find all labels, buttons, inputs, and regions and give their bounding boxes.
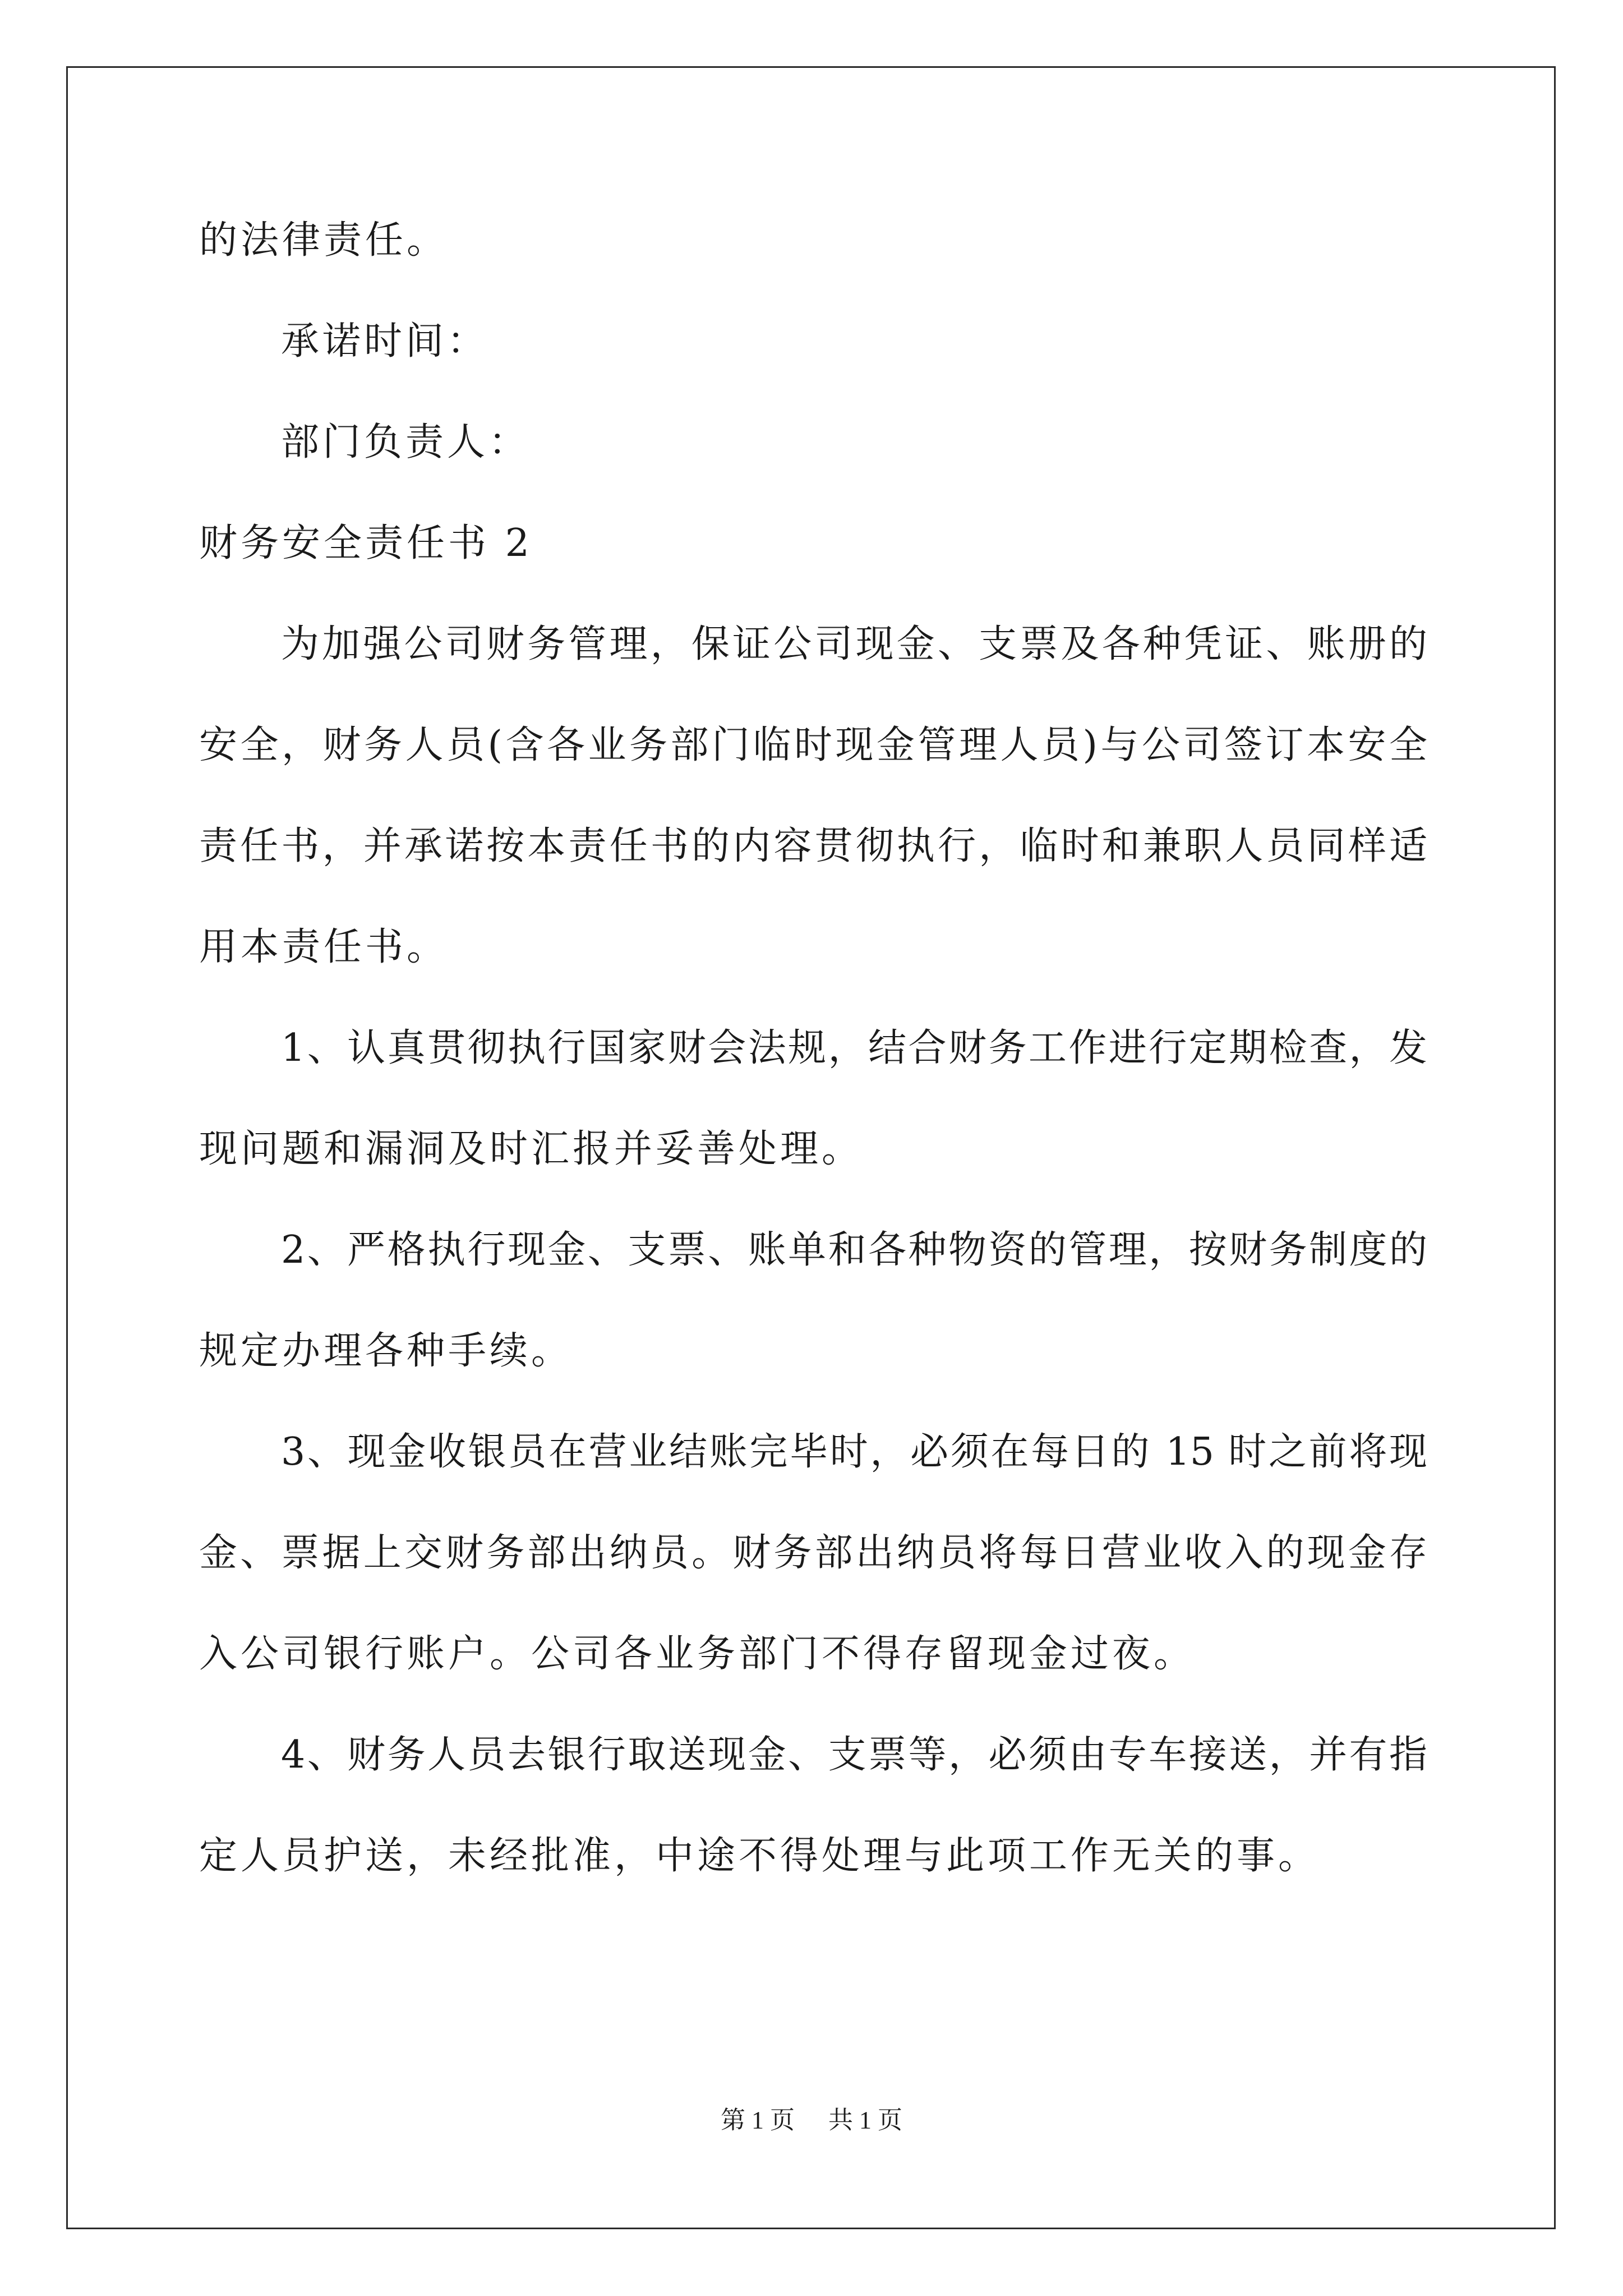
page-total: 共 1 页 [828, 2106, 902, 2134]
clause-3-line-1: 3、现金收银员在营业结账完毕时，必须在每日的 15 时之前将现 [281, 1430, 1427, 1474]
text-line-continuation: 的法律责任。 [199, 218, 449, 263]
department-head-label: 部门负责人： [281, 420, 531, 464]
clause-4-line-1: 4、财务人员去银行取送现金、支票等，必须由专车接送，并有指 [281, 1733, 1427, 1777]
intro-paragraph-line-3: 责任书，并承诺按本责任书的内容贯彻执行，临时和兼职人员同样适 [199, 824, 1427, 868]
section-heading: 财务安全责任书 2 [199, 521, 533, 565]
page-number: 第 1 页 [721, 2106, 795, 2134]
clause-1-line-1: 1、认真贯彻执行国家财会法规，结合财务工作进行定期检查，发 [281, 1026, 1427, 1070]
clause-1-line-2: 现问题和漏洞及时汇报并妥善处理。 [199, 1127, 864, 1171]
intro-paragraph-line-2: 安全，财务人员(含各业务部门临时现金管理人员)与公司签订本安全 [199, 723, 1427, 767]
clause-2-line-2: 规定办理各种手续。 [199, 1329, 573, 1373]
clause-3-line-3: 入公司银行账户。公司各业务部门不得存留现金过夜。 [199, 1632, 1196, 1676]
intro-paragraph-line-4: 用本责任书。 [199, 925, 449, 969]
page-footer [0, 2104, 1623, 2137]
promise-date-label: 承诺时间： [281, 319, 489, 364]
clause-4-line-2: 定人员护送，未经批准，中途不得处理与此项工作无关的事。 [199, 1834, 1320, 1878]
clause-3-line-2: 金、票据上交财务部出纳员。财务部出纳员将每日营业收入的现金存 [199, 1531, 1427, 1575]
intro-paragraph-line-1: 为加强公司财务管理，保证公司现金、支票及各种凭证、账册的 [281, 622, 1427, 666]
clause-2-line-1: 2、严格执行现金、支票、账单和各种物资的管理，按财务制度的 [281, 1228, 1427, 1272]
